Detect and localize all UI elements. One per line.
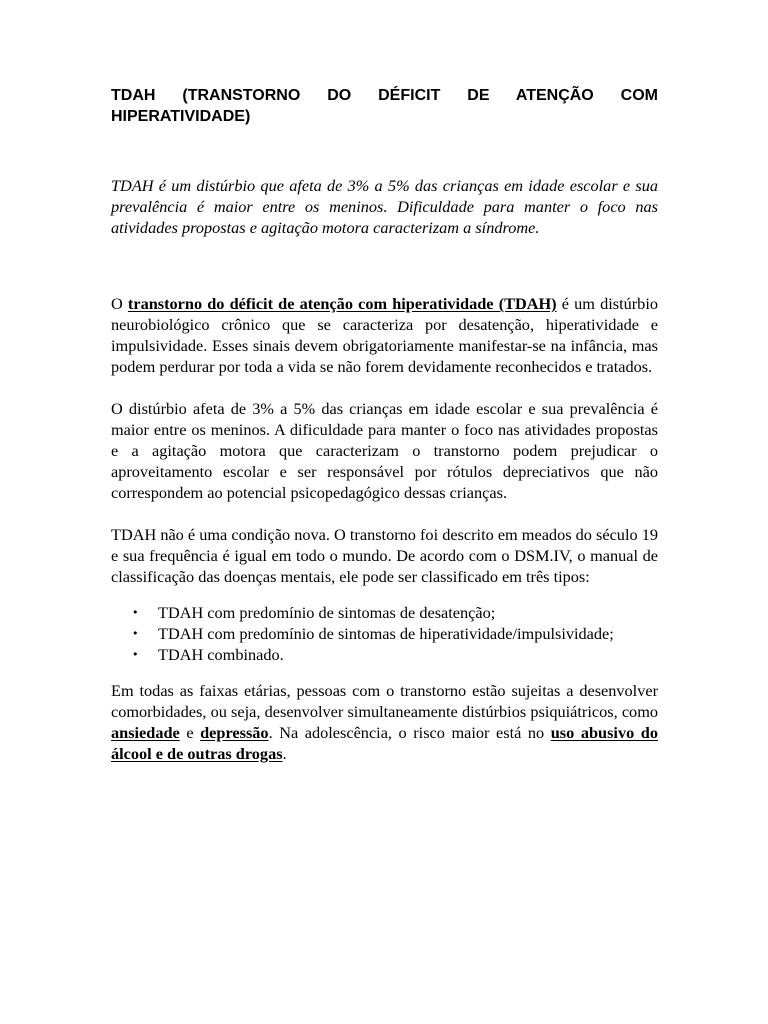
ansiedade-link[interactable]: ansiedade (111, 723, 180, 742)
paragraph-definition-post: é um distúrbio neurobiológico crônico que se caracteriza por desatenção, hiperatividade e impulsividade. Esses sinais devem obrigatoriamente manifestar-se na infância, mas podem perdurar por toda a vida se não forem devidamente reconhecidos e tratados. (111, 294, 658, 376)
list-item-text: TDAH com predomínio de sintomas de desatenção; (158, 603, 496, 622)
paragraph-comorbidities-mid1: e (179, 723, 201, 742)
list-item (111, 623, 658, 644)
alcool-drogas-link[interactable]: uso abusivo do álcool e de outras drogas (111, 723, 658, 763)
bullet-icon: • (132, 648, 139, 661)
document-page (111, 85, 658, 764)
paragraph-comorbidities (111, 680, 658, 764)
paragraph-comorbidities-mid2: . Na adolescência, o risco maior está no (268, 723, 551, 742)
paragraph-definition (111, 293, 658, 377)
list-item-text: TDAH combinado. (158, 645, 284, 664)
bullet-icon: • (132, 606, 139, 619)
list-item (111, 602, 658, 623)
document-title: TDAH (TRANSTORNO DO DÉFICIT DE ATENÇÃO COM HIPERATIVIDADE) (111, 87, 658, 125)
paragraph-comorbidities-post: . (282, 744, 287, 763)
bullet-icon: • (132, 627, 139, 640)
tdah-link[interactable]: transtorno do déficit de atenção com hiperatividade (TDAH) (127, 294, 557, 313)
depressao-link[interactable]: depressão (200, 723, 269, 742)
paragraph-history: TDAH não é uma condição nova. O transtorno foi descrito em meados do século 19 e sua frequência é igual em todo o mundo. De acordo com o DSM.IV, o manual de classificação das doenças mentais, ele pode ser classificado em três tipos: (111, 525, 658, 586)
paragraph-definition-pre: O (111, 294, 128, 313)
paragraph-prevalence: O distúrbio afeta de 3% a 5% das crianças em idade escolar e sua prevalência é maior entre os meninos. A dificuldade para manter o foco nas atividades propostas e a agitação motora que caracterizam o transtorno podem prejudicar o aproveitamento escolar e ser responsável por rótulos depreciativos que não correspondem ao potencial psicopedagógico dessas crianças. (111, 399, 658, 502)
lead-paragraph: TDAH é um distúrbio que afeta de 3% a 5% das crianças em idade escolar e sua prevalência é maior entre os meninos. Dificuldade para manter o foco nas atividades propostas e agitação motora caracterizam a síndrome. (111, 176, 658, 237)
types-list (111, 602, 658, 665)
list-item-text: TDAH com predomínio de sintomas de hiperatividade/impulsividade; (158, 624, 614, 643)
paragraph-comorbidities-pre: Em todas as faixas etárias, pessoas com o transtorno estão sujeitas a desenvolver comorbidades, ou seja, desenvolver simultaneamente distúrbios psiquiátricos, como (111, 681, 658, 721)
list-item (111, 644, 658, 665)
